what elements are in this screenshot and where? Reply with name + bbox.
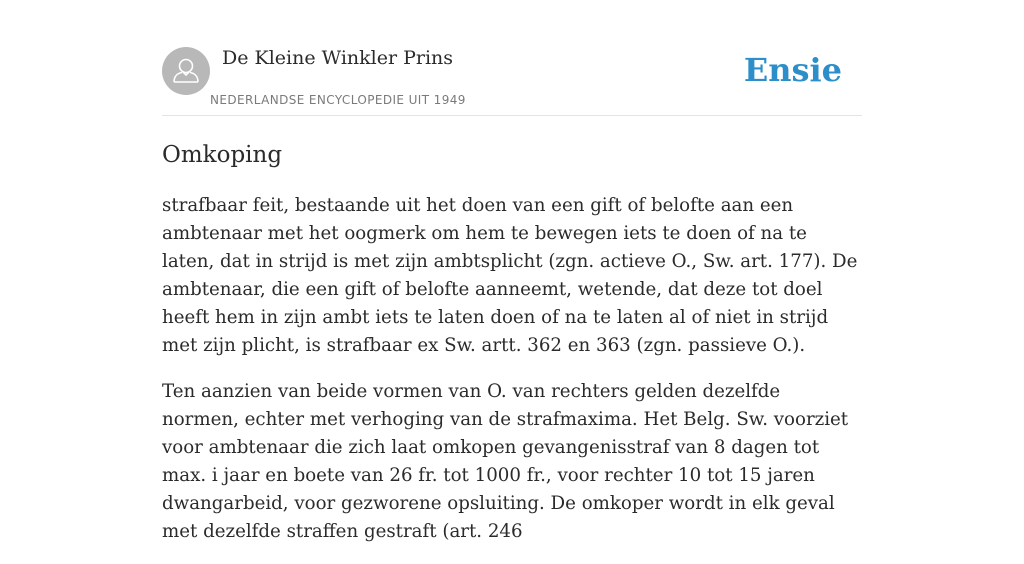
article-header: [162, 46, 862, 116]
article-paragraph: Ten aanzien van beide vormen van O. van rechters gelden dezelfde normen, echter met verhoging van de strafmaxima. Het Belg. Sw. voorziet voor ambtenaar die zich laat omkopen gevangenisstraf van 8 dagen tot max. i jaar en boete van 26 fr. tot 1000 fr., voor rechter 10 tot 15 jaren dwangarbeid, voor gezworene opsluiting. De omkoper wordt in elk geval met dezelfde straffen gestraft (art. 246: [162, 381, 849, 542]
article-title: Omkoping: [162, 142, 283, 168]
article-paragraph: strafbaar feit, bestaande uit het doen van een gift of belofte aan een ambtenaar met het oogmerk om hem te bewegen iets te doen of na te laten, dat in strijd is met zijn ambtsplicht (zgn. actieve O., Sw. art. 177). De ambtenaar, die een gift of belofte aanneemt, wetende, dat deze tot doel heeft hem in zijn ambt iets te laten doen of na te laten al of niet in strijd met zijn plicht, is strafbaar ex Sw. artt. 362 en 363 (zgn. passieve O.).: [162, 195, 858, 356]
site-logo[interactable]: Ensie: [743, 51, 842, 89]
author-avatar[interactable]: [162, 47, 210, 95]
article-body: [162, 192, 862, 564]
user-silhouette-icon: [162, 47, 210, 95]
author-name[interactable]: De Kleine Winkler Prins: [222, 47, 454, 69]
author-subtitle: NEDERLANDSE ENCYCLOPEDIE UIT 1949: [210, 93, 466, 107]
